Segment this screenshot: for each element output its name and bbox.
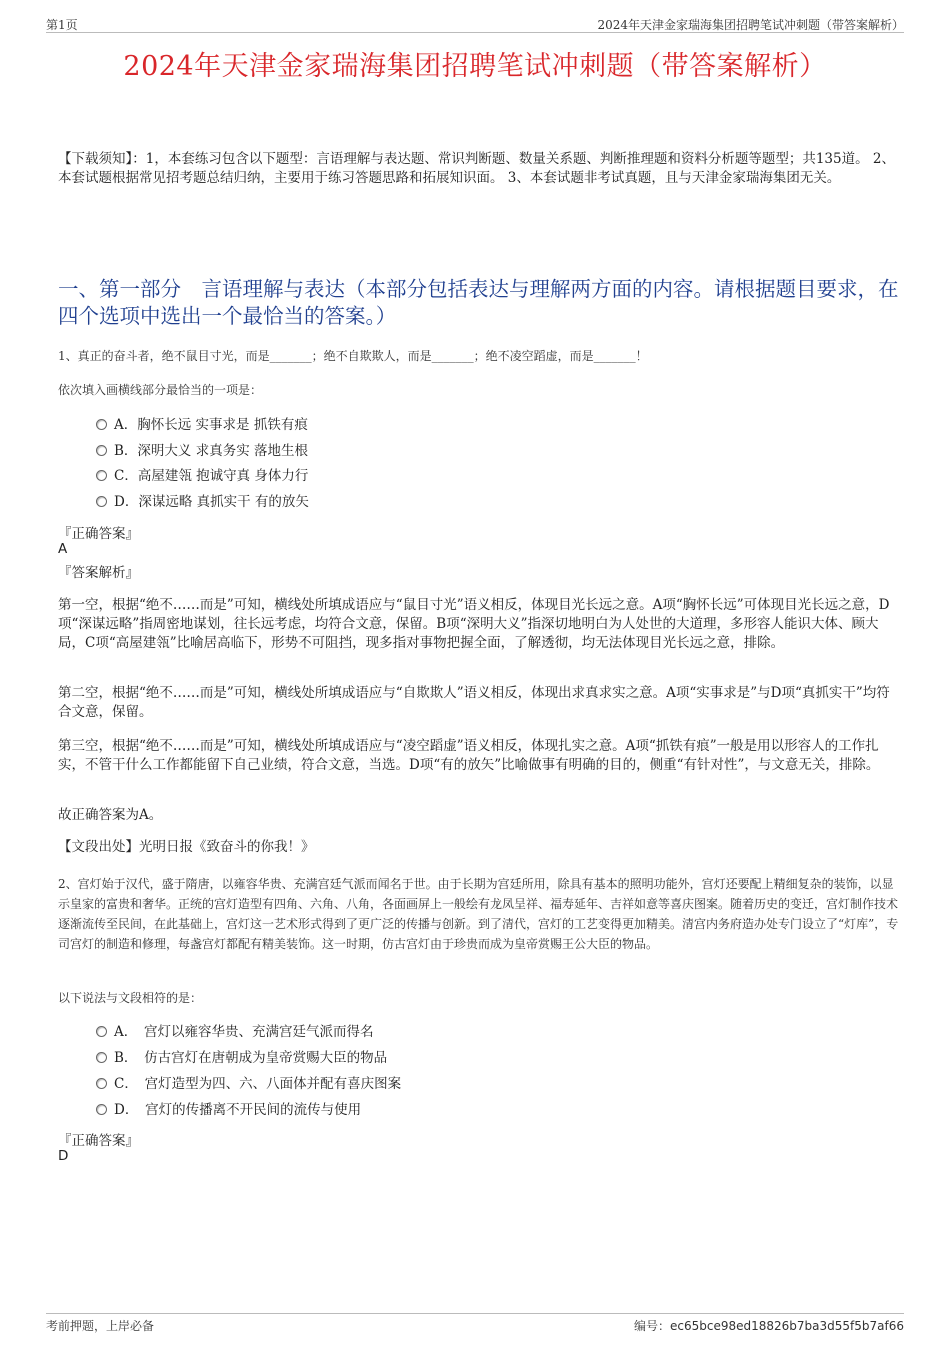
footer-code: 编号：ec65bce98ed18826b7ba3d55f5b7af66 bbox=[633, 1319, 904, 1333]
q1-stem: 1、真正的奋斗者，绝不鼠目寸光，而是_______；绝不自欺欺人，而是_______；绝不凌空蹈虚，而是_______！ bbox=[58, 349, 648, 363]
page-number: 第1页 bbox=[46, 18, 78, 32]
page-header bbox=[46, 14, 904, 33]
q1-option-c[interactable]: C．高屋建瓴 抱诚守真 身体力行 bbox=[96, 465, 308, 487]
q2-answer: D bbox=[58, 1148, 69, 1164]
radio-icon[interactable] bbox=[96, 1104, 107, 1115]
q1-answer: A bbox=[58, 541, 68, 557]
q1-prompt: 依次填入画横线部分最恰当的一项是： bbox=[58, 383, 263, 397]
radio-icon[interactable] bbox=[96, 445, 107, 456]
radio-icon[interactable] bbox=[96, 1052, 107, 1063]
q1-option-b[interactable]: B．深明大义 求真务实 落地生根 bbox=[96, 440, 308, 462]
q2-option-b[interactable]: B． 仿古宫灯在唐朝成为皇帝赏赐大臣的物品 bbox=[96, 1047, 387, 1069]
q2-option-a[interactable]: A． 宫灯以雍容华贵、充满宫廷气派而得名 bbox=[96, 1021, 374, 1043]
q2-option-d[interactable]: D． 宫灯的传播离不开民间的流传与使用 bbox=[96, 1099, 361, 1121]
q1-option-a[interactable]: A．胸怀长远 实事求是 抓铁有痕 bbox=[96, 414, 308, 436]
radio-icon[interactable] bbox=[96, 419, 107, 430]
q1-option-d[interactable]: D．深谋远略 真抓实干 有的放矢 bbox=[96, 491, 309, 513]
page-footer bbox=[46, 1313, 904, 1332]
download-notice: 【下载须知】：1，本套练习包含以下题型：言语理解与表达题、常识判断题、数量关系题、判断推理题和资料分析题等题型；共135道。 2、本套试题根据常见招考题总结归纳，主要用于练习答题思路和拓展知识面。 3、本套试题非考试真题，且与天津金家瑞海集团无关。 bbox=[58, 151, 895, 186]
footer-slogan: 考前押题，上岸必备 bbox=[46, 1319, 155, 1333]
q1-analysis-label: 『答案解析』 bbox=[58, 565, 139, 581]
q1-analysis-2: 第二空，根据“绝不……而是”可知，横线处所填成语应与“自欺欺人”语义相反，体现出求真求实之意。A项“实事求是”与D项“真抓实干”均符合文意，保留。 bbox=[58, 685, 890, 720]
radio-icon[interactable] bbox=[96, 1078, 107, 1089]
radio-icon[interactable] bbox=[96, 470, 107, 481]
q1-conclusion: 故正确答案为A。 bbox=[58, 807, 163, 823]
q2-prompt: 以下说法与文段相符的是： bbox=[58, 991, 203, 1005]
q2-option-c[interactable]: C． 宫灯造型为四、六、八面体并配有喜庆图案 bbox=[96, 1073, 401, 1095]
q1-analysis-3: 第三空，根据“绝不……而是”可知，横线处所填成语应与“凌空蹈虚”语义相反，体现扎实之意。A项“抓铁有痕”一般是用以形容人的工作扎实，不管干什么工作都能留下自己业绩，符合文意，当选。D项“有的放矢”比喻做事有明确的目的，侧重“有针对性”，与文意无关，排除。 bbox=[58, 738, 880, 773]
radio-icon[interactable] bbox=[96, 496, 107, 507]
radio-icon[interactable] bbox=[96, 1026, 107, 1037]
q1-analysis-1: 第一空，根据“绝不……而是”可知，横线处所填成语应与“鼠目寸光”语义相反，体现目光长远之意。A项“胸怀长远”可体现目光长远之意，D项“深谋远略”指周密地谋划，往长远考虑，均符合文意，保留。B项“深明大义”指深切地明白为人处世的大道理，多形容人能识大体、顾大局，C项“高屋建瓴”比喻居高临下，形势不可阻挡，现多指对事物把握全面，了解透彻，均无法体现目光长远之意，排除。 bbox=[58, 597, 890, 651]
document-title: 2024年天津金家瑞海集团招聘笔试冲刺题（带答案解析） bbox=[123, 51, 827, 82]
q1-source: 【文段出处】光明日报《致奋斗的你我！》 bbox=[58, 839, 315, 855]
section-heading: 一、第一部分 言语理解与表达（本部分包括表达与理解两方面的内容。请根据题目要求，在四个选项中选出一个最恰当的答案。） bbox=[58, 277, 899, 328]
header-doc-title: 2024年天津金家瑞海集团招聘笔试冲刺题（带答案解析） bbox=[597, 18, 904, 32]
q2-answer-label: 『正确答案』 bbox=[58, 1133, 139, 1149]
q2-stem: 2、宫灯始于汉代，盛于隋唐，以雍容华贵、充满宫廷气派而闻名于世。由于长期为宫廷所用，除具有基本的照明功能外，宫灯还要配上精细复杂的装饰，以显示皇家的富贵和奢华。正统的宫灯造型有四角、六角、八角，各面画屏上一般绘有龙凤呈祥、福寿延年、吉祥如意等喜庆图案。随着历史的变迁，宫灯制作技术逐渐流传至民间，在此基础上，宫灯这一艺术形式得到了更广泛的传播与创新。到了清代，宫灯的工艺变得更加精美。清宫内务府造办处专门设立了“灯库”，专司宫灯的制造和修理，每盏宫灯都配有精美装饰。这一时期，仿古宫灯由于珍贵而成为皇帝赏赐王公大臣的物品。 bbox=[58, 877, 899, 951]
q1-answer-label: 『正确答案』 bbox=[58, 526, 139, 542]
